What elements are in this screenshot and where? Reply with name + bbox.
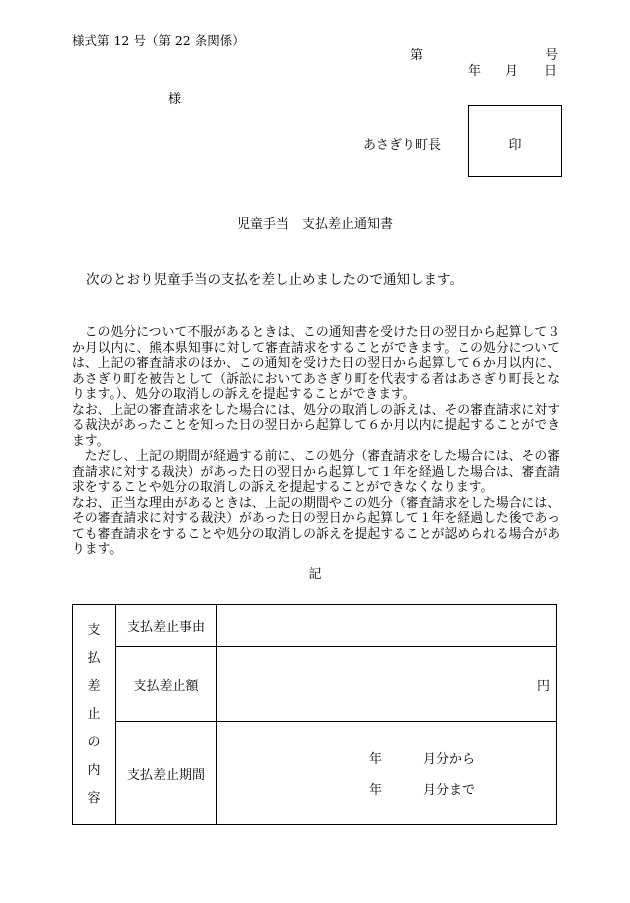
reason-value (217, 605, 557, 647)
period-from-month: 月分から (423, 752, 476, 767)
issuer-name: あさぎり町長 (363, 138, 442, 153)
addressee-suffix: 様 (168, 92, 182, 107)
seal-box (468, 105, 562, 177)
section-char: 容 (87, 790, 101, 806)
amount-label: 支払差止額 (116, 647, 217, 722)
section-char: 内 (87, 762, 101, 778)
notice-paragraph: なお、上記の審査請求をした場合には、処分の取消しの訴えは、その審査請求に対する裁決があったことを知った日の翌日から起算して６か月以内に提起することができます。 (72, 402, 560, 449)
period-from-year: 年 (369, 752, 383, 767)
seal-label: 印 (508, 138, 522, 153)
document-title: 児童手当 支払差止通知書 (236, 217, 393, 232)
notice-paragraph: ただし、上記の期間が経過する前に、この処分（審査請求をした場合には、その審査請求に対する裁決）があった日の翌日から起算して１年を経過した場合は、審査請求をすることや処分の取消しの訴えを提起することができなくなります。 (72, 449, 560, 495)
section-char: 払 (87, 650, 101, 666)
section-char: 支 (87, 622, 101, 638)
number-suffix: 号 (545, 48, 559, 63)
notice-paragraph: なお、正当な理由があるときは、上記の期間やこの処分（審査請求をした場合には、その審査請求に対する裁決）があった日の翌日から起算して１年を経過した後であっても審査請求をすることや処分の取消しの訴えを提起することが認められる場合があります。 (72, 495, 560, 557)
section-char: 差 (87, 678, 101, 694)
number-prefix: 第 (410, 48, 424, 63)
section-char: 止 (87, 706, 101, 722)
notice-paragraph: この処分について不服があるときは、この通知書を受けた日の翌日から起算して３か月以内に、熊本県知事に対して審査請求をすることができます。この処分については、上記の審査請求のほか、この通知を受けた日の翌日から起算して６か月以内に、あさぎり町を被告として（訴訟においてあさぎり町を代表する者はあさぎり町長となります。）、処分の取消しの訴えを提起することができます。 (72, 325, 560, 402)
period-label: 支払差止期間 (116, 722, 217, 825)
period-to-year: 年 (369, 783, 383, 798)
date-day: 日 (544, 64, 558, 79)
form-number: 様式第 12 号（第 22 条関係） (72, 33, 245, 48)
period-value (217, 722, 557, 825)
appeal-notice (72, 325, 560, 558)
ki-heading: 記 (308, 567, 322, 582)
section-char: の (87, 734, 101, 750)
section-label (73, 605, 116, 825)
date-month: 月 (505, 64, 519, 79)
detail-table (72, 604, 557, 825)
amount-value (217, 647, 557, 722)
period-to-month: 月分まで (423, 783, 476, 798)
date-year: 年 (468, 64, 482, 79)
amount-unit: 円 (536, 678, 550, 694)
reason-label: 支払差止事由 (116, 605, 217, 647)
lead-sentence: 次のとおり児童手当の支払を差し止めましたので通知します。 (86, 272, 463, 288)
